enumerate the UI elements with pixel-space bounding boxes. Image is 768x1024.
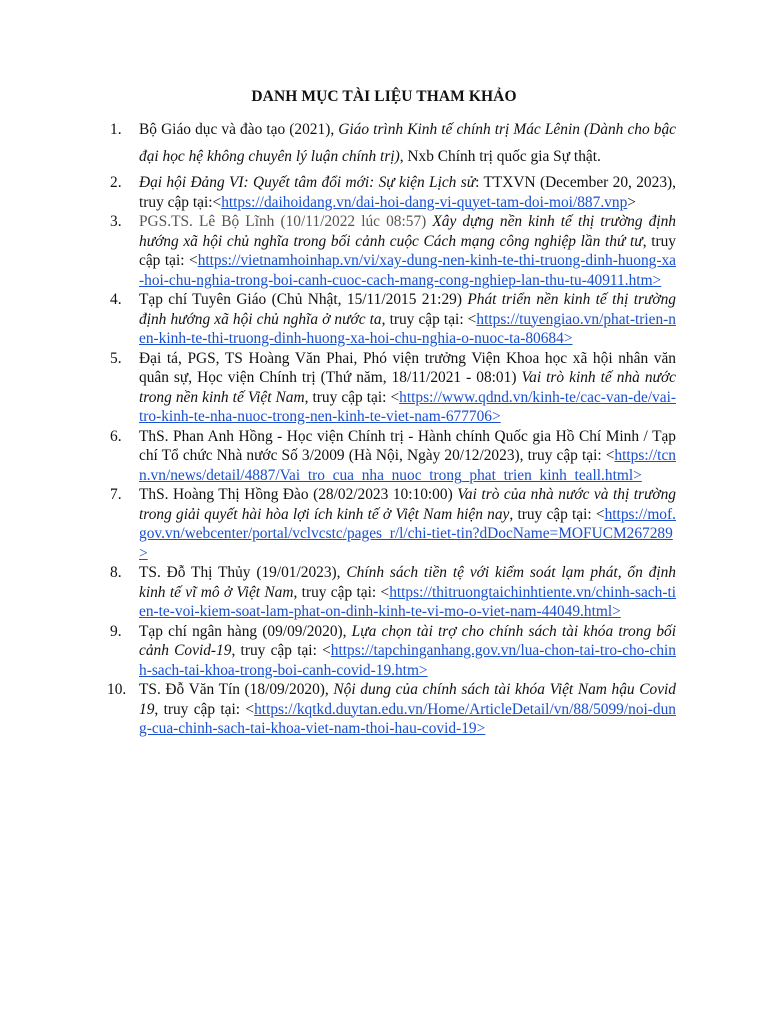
reference-title: Vai trò kinh tế nhà nước trong nền kinh tế Việt Nam bbox=[139, 369, 676, 406]
reference-number: 4. bbox=[110, 291, 122, 308]
reference-number: 2. bbox=[110, 174, 122, 191]
reference-item-2 bbox=[110, 173, 676, 212]
reference-access: , truy cập tại: < bbox=[231, 642, 331, 659]
reference-access: , truy cập tại: < bbox=[293, 583, 390, 601]
reference-item-4 bbox=[110, 290, 676, 349]
reference-number: 6. bbox=[110, 427, 122, 445]
page-title: DANH MỤC TÀI LIỆU THAM KHẢO bbox=[251, 88, 517, 105]
reference-access: , truy cập tại: < bbox=[381, 310, 477, 328]
reference-author: TS. Đỗ Văn Tín (18/09/2020), bbox=[139, 681, 334, 698]
reference-link[interactable]: https://tapchinganhang.gov.vn/lua-chon-tai-tro-cho-chinh-sach-tai-khoa-trong-boi-canh-covid-19.htm> bbox=[139, 642, 676, 679]
reference-link[interactable]: https://thitruongtaichinhtiente.vn/chinh-sach-tien-te-voi-kiem-soat-lam-phat-on-dinh-kinh-te-vi-mo-o-viet-nam-44049.html> bbox=[139, 583, 676, 620]
reference-link-close: > bbox=[627, 193, 636, 211]
reference-number: 7. bbox=[110, 486, 122, 503]
reference-number: 3. bbox=[110, 213, 122, 230]
reference-author: Tạp chí ngân hàng (09/09/2020), bbox=[139, 622, 352, 640]
reference-access: , truy cập tại: < bbox=[154, 700, 255, 718]
reference-title: Giáo trình Kinh tế chính trị Mác Lênin (Dành cho bậc đại học hệ không chuyên lý luận chính trị) bbox=[139, 121, 677, 165]
reference-link[interactable]: https://tuyengiao.vn/phat-trien-nen-kinh-te-thi-truong-dinh-huong-xa-hoi-chu-nghia-o-nuoc-ta-80684> bbox=[139, 310, 676, 347]
reference-number: 8. bbox=[110, 564, 122, 581]
reference-link[interactable]: https://daihoidang.vn/dai-hoi-dang-vi-quyet-tam-doi-moi/887.vnp bbox=[221, 193, 628, 211]
reference-list bbox=[107, 116, 677, 739]
reference-title: Vai trò của nhà nước và thị trường trong giải quyết hài hòa lợi ích kinh tế ở Việt Nam hiện nay bbox=[139, 486, 677, 523]
reference-access: , truy cập tại: < bbox=[139, 232, 676, 269]
reference-title: Lựa chọn tài trợ cho chính sách tài khóa trong bối cảnh Covid-19 bbox=[139, 622, 676, 659]
reference-item-6 bbox=[110, 427, 676, 486]
reference-author: Tạp chí Tuyên Giáo (Chủ Nhật, 15/11/2015 21:29) bbox=[139, 291, 468, 308]
reference-title: Nội dung của chính sách tài khóa Việt Nam hậu Covid 19 bbox=[139, 681, 676, 718]
reference-item-10 bbox=[107, 680, 676, 739]
reference-author: PGS.TS. Lê Bộ Lĩnh (10/11/2022 lúc 08:57) bbox=[139, 213, 433, 230]
reference-item-9 bbox=[110, 622, 676, 681]
reference-source: : TTXVN (December 20, 2023), truy cập tại:< bbox=[139, 174, 676, 211]
reference-number: 10. bbox=[107, 681, 127, 698]
reference-item-8 bbox=[110, 563, 676, 622]
reference-number: 1. bbox=[110, 121, 122, 138]
reference-link[interactable]: https://www.qdnd.vn/kinh-te/cac-van-de/vai-tro-kinh-te-nha-nuoc-trong-nen-kinh-te-viet-nam-677706> bbox=[139, 388, 676, 425]
reference-number: 9. bbox=[110, 622, 122, 640]
reference-item-5 bbox=[110, 349, 676, 427]
reference-title: Đại hội Đảng VI: Quyết tâm đổi mới: Sự kiện Lịch sử bbox=[139, 174, 476, 191]
reference-author: Đại tá, PGS, TS Hoàng Văn Phai, Phó viện trưởng Viện Khoa học xã hội nhân văn quân sự, Học viện Chính trị (Thứ năm, 18/11/2021 - 08:01) bbox=[139, 349, 676, 386]
reference-number: 5. bbox=[110, 349, 122, 367]
reference-link[interactable]: https://tcnn.vn/news/detail/4887/Vai_tro_cua_nha_nuoc_trong_phat_trien_kinh_teall.html> bbox=[139, 447, 676, 484]
reference-item-3 bbox=[110, 212, 676, 290]
reference-author: Bộ Giáo dục và đào tạo (2021), bbox=[139, 121, 339, 138]
reference-access: , truy cập tại: < bbox=[304, 388, 400, 406]
reference-publisher: , Nxb Chính trị quốc gia Sự thật. bbox=[399, 148, 601, 165]
reference-title: Phát triển nền kinh tế thị trường định hướng xã hội chủ nghĩa ở nước ta bbox=[139, 291, 677, 328]
reference-author: ThS. Hoàng Thị Hồng Đào (28/02/2023 10:10:00) bbox=[139, 486, 458, 503]
reference-item-1 bbox=[110, 116, 676, 170]
reference-item-7 bbox=[110, 485, 676, 563]
reference-title: Xây dựng nền kinh tế thị trường định hướng xã hội chủ nghĩa trong bối cảnh cuộc Cách mạng công nghiệp lần thứ tư bbox=[139, 213, 676, 250]
reference-author: TS. Đỗ Thị Thủy (19/01/2023), bbox=[139, 564, 347, 581]
reference-link[interactable]: https://mof.gov.vn/webcenter/portal/vclvcstc/pages_r/l/chi-tiet-tin?dDocName=MOFUCM267289> bbox=[139, 505, 676, 562]
reference-access: , truy cập tại: < bbox=[509, 505, 605, 523]
reference-link[interactable]: https://vietnamhoinhap.vn/vi/xay-dung-nen-kinh-te-thi-truong-dinh-huong-xa-hoi-chu-nghia-trong-boi-canh-cuoc-cach-mang-cong-nghiep-lan-thu-tu-40911.htm> bbox=[139, 252, 676, 289]
reference-link[interactable]: https://kqtkd.duytan.edu.vn/Home/ArticleDetail/vn/88/5099/noi-dung-cua-chinh-sach-tai-khoa-viet-nam-thoi-hau-covid-19> bbox=[139, 700, 676, 737]
reference-title: Chính sách tiền tệ với kiểm soát lạm phát, ổn định kinh tế vĩ mô ở Việt Nam bbox=[139, 564, 676, 601]
reference-author: ThS. Phan Anh Hồng - Học viện Chính trị - Hành chính Quốc gia Hồ Chí Minh / Tạp chí Tổ chức Nhà nước Số 3/2009 (Hà Nội, Ngày 20/12/2023), truy cập tại: < bbox=[139, 427, 676, 464]
